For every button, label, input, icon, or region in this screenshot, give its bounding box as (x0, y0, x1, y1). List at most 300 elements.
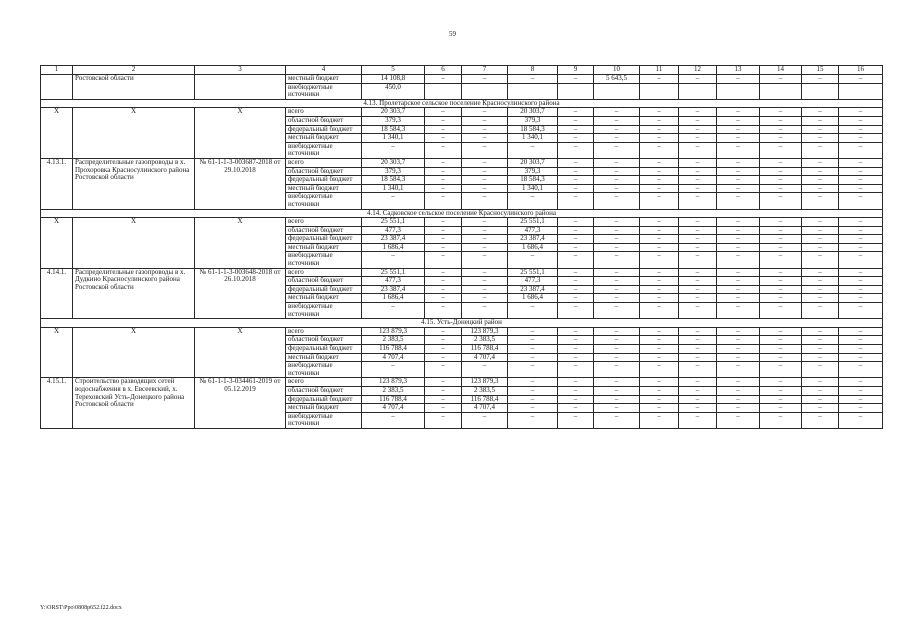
amount-cell: – (594, 294, 640, 303)
amount-cell: – (462, 75, 508, 84)
object-name-cell: Ростовской области (73, 75, 195, 100)
amount-cell: – (640, 176, 679, 185)
amount-cell: – (839, 285, 883, 294)
amount-cell: – (717, 134, 760, 143)
amount-cell: – (558, 412, 594, 428)
column-number-cell: 9 (558, 66, 594, 75)
amount-cell: – (760, 303, 802, 319)
amount-cell: – (802, 386, 839, 395)
amount-cell: 1 686,4 (362, 294, 425, 303)
amount-cell: 379,3 (508, 167, 558, 176)
table-row (41, 327, 883, 336)
amount-cell: – (594, 336, 640, 345)
amount-cell: – (462, 125, 508, 134)
amount-cell: – (839, 412, 883, 428)
amount-cell: 123 879,3 (462, 378, 508, 387)
amount-cell: – (362, 362, 425, 378)
amount-cell: – (462, 294, 508, 303)
amount-cell: 25 551,1 (362, 218, 425, 227)
row-number-cell: Х (41, 108, 73, 159)
funding-source-label: федеральный бюджет (286, 345, 362, 354)
amount-cell: – (839, 193, 883, 209)
amount-cell: – (425, 386, 462, 395)
section-title: 4.14. Садковское сельское поселение Красносулинского района (41, 209, 883, 218)
amount-cell: – (717, 235, 760, 244)
amount-cell: – (802, 412, 839, 428)
amount-cell: – (679, 108, 717, 117)
amount-cell: – (462, 108, 508, 117)
amount-cell: – (640, 353, 679, 362)
column-number-cell: 3 (195, 66, 286, 75)
amount-cell: – (594, 116, 640, 125)
amount-cell: – (679, 193, 717, 209)
amount-cell: – (640, 412, 679, 428)
amount-cell: – (462, 235, 508, 244)
amount-cell: – (508, 252, 558, 268)
amount-cell: – (760, 386, 802, 395)
amount-cell: – (839, 395, 883, 404)
amount-cell: – (558, 285, 594, 294)
amount-cell: – (558, 378, 594, 387)
amount-cell: – (679, 252, 717, 268)
amount-cell: – (462, 167, 508, 176)
amount-cell: – (594, 108, 640, 117)
amount-cell: – (839, 176, 883, 185)
amount-cell: – (640, 268, 679, 277)
amount-cell: – (362, 142, 425, 158)
row-number-cell: 4.14.1. (41, 268, 73, 319)
amount-cell: – (508, 193, 558, 209)
amount-cell: – (594, 176, 640, 185)
amount-cell: 116 788,4 (362, 395, 425, 404)
amount-cell (462, 83, 508, 99)
amount-cell: – (802, 285, 839, 294)
amount-cell: – (760, 75, 802, 84)
amount-cell: 450,0 (362, 83, 425, 99)
amount-cell (425, 83, 462, 99)
amount-cell: – (802, 235, 839, 244)
amount-cell: 20 303,7 (508, 108, 558, 117)
amount-cell: – (362, 303, 425, 319)
amount-cell: – (594, 226, 640, 235)
amount-cell: – (802, 268, 839, 277)
amount-cell: 379,3 (362, 116, 425, 125)
amount-cell: – (717, 345, 760, 354)
amount-cell: – (508, 327, 558, 336)
amount-cell: – (760, 404, 802, 413)
amount-cell: – (508, 345, 558, 354)
amount-cell: – (760, 243, 802, 252)
section-heading-row (41, 209, 883, 218)
amount-cell: – (679, 167, 717, 176)
amount-cell: – (558, 345, 594, 354)
column-number-cell: 4 (286, 66, 362, 75)
column-number-cell: 6 (425, 66, 462, 75)
amount-cell: – (558, 142, 594, 158)
amount-cell: 123 879,3 (462, 327, 508, 336)
amount-cell: – (425, 235, 462, 244)
expertise-cell: № 61-1-1-3-003687-2018 от 29.10.2018 (195, 158, 286, 209)
amount-cell: 1 340,1 (508, 134, 558, 143)
amount-cell: – (760, 226, 802, 235)
expertise-cell: № 61-1-1-3-003648-2018 от 26.10.2018 (195, 268, 286, 319)
amount-cell: 18 584,3 (508, 176, 558, 185)
amount-cell: – (558, 125, 594, 134)
amount-cell: – (802, 243, 839, 252)
amount-cell: – (425, 285, 462, 294)
funding-source-label: федеральный бюджет (286, 176, 362, 185)
amount-cell: – (679, 378, 717, 387)
table-row (41, 378, 883, 387)
amount-cell: – (760, 294, 802, 303)
amount-cell: – (679, 353, 717, 362)
amount-cell: – (679, 226, 717, 235)
amount-cell: – (362, 193, 425, 209)
amount-cell: – (640, 218, 679, 227)
row-number-cell: Х (41, 327, 73, 378)
amount-cell: – (802, 108, 839, 117)
amount-cell: – (425, 218, 462, 227)
amount-cell: – (558, 386, 594, 395)
amount-cell: – (462, 134, 508, 143)
amount-cell: – (802, 218, 839, 227)
expertise-cell: Х (195, 218, 286, 269)
amount-cell: 477,3 (508, 277, 558, 286)
funding-source-label: внебюджетные источники (286, 362, 362, 378)
section-heading-row (41, 319, 883, 328)
amount-cell: – (558, 218, 594, 227)
amount-cell: – (717, 142, 760, 158)
amount-cell: – (717, 294, 760, 303)
amount-cell: – (462, 252, 508, 268)
funding-source-label: местный бюджет (286, 243, 362, 252)
column-number-cell: 14 (760, 66, 802, 75)
amount-cell: – (839, 252, 883, 268)
amount-cell: – (679, 336, 717, 345)
amount-cell: – (839, 336, 883, 345)
amount-cell (640, 83, 679, 99)
amount-cell: – (640, 303, 679, 319)
row-number-cell: Х (41, 218, 73, 269)
amount-cell: – (802, 134, 839, 143)
amount-cell: – (802, 327, 839, 336)
amount-cell: – (760, 116, 802, 125)
amount-cell: – (594, 142, 640, 158)
amount-cell: – (640, 193, 679, 209)
amount-cell: – (594, 303, 640, 319)
amount-cell: – (802, 353, 839, 362)
amount-cell: – (839, 345, 883, 354)
amount-cell: – (839, 243, 883, 252)
funding-source-label: всего (286, 108, 362, 117)
amount-cell: – (594, 167, 640, 176)
amount-cell: – (425, 412, 462, 428)
amount-cell: – (640, 226, 679, 235)
table-body (41, 66, 883, 429)
funding-source-label: местный бюджет (286, 184, 362, 193)
amount-cell: – (425, 116, 462, 125)
amount-cell (508, 83, 558, 99)
amount-cell: – (679, 218, 717, 227)
amount-cell: – (425, 336, 462, 345)
amount-cell: – (508, 412, 558, 428)
amount-cell: – (425, 243, 462, 252)
amount-cell: 379,3 (362, 167, 425, 176)
amount-cell: – (760, 362, 802, 378)
amount-cell: 1 340,1 (362, 134, 425, 143)
amount-cell: – (760, 412, 802, 428)
amount-cell: – (839, 353, 883, 362)
amount-cell: 25 551,1 (508, 218, 558, 227)
amount-cell: – (717, 277, 760, 286)
amount-cell: – (802, 303, 839, 319)
amount-cell: – (462, 142, 508, 158)
amount-cell: 18 584,3 (508, 125, 558, 134)
column-number-cell: 2 (73, 66, 195, 75)
amount-cell: – (508, 303, 558, 319)
amount-cell: – (679, 303, 717, 319)
object-name-cell: Строительство разводящих сетей водоснабжения в х. Евсеевский, х. Тереховский Усть-Донецкого района Ростовской области (73, 378, 195, 429)
funding-source-label: всего (286, 327, 362, 336)
amount-cell: – (802, 378, 839, 387)
amount-cell: – (760, 218, 802, 227)
amount-cell: – (679, 184, 717, 193)
amount-cell: – (425, 378, 462, 387)
amount-cell: 4 707,4 (462, 353, 508, 362)
amount-cell: 2 383,5 (362, 386, 425, 395)
amount-cell: 20 303,7 (508, 158, 558, 167)
amount-cell: – (640, 378, 679, 387)
amount-cell: – (425, 167, 462, 176)
funding-source-label: областной бюджет (286, 226, 362, 235)
amount-cell: – (717, 395, 760, 404)
funding-source-label: федеральный бюджет (286, 285, 362, 294)
amount-cell: – (839, 218, 883, 227)
amount-cell: – (839, 108, 883, 117)
amount-cell: 2 383,5 (462, 336, 508, 345)
amount-cell: – (640, 108, 679, 117)
amount-cell: – (717, 116, 760, 125)
object-name-cell: Х (73, 327, 195, 378)
funding-source-label: местный бюджет (286, 134, 362, 143)
amount-cell: – (508, 386, 558, 395)
amount-cell: – (679, 294, 717, 303)
amount-cell: – (717, 412, 760, 428)
amount-cell: – (640, 362, 679, 378)
amount-cell: – (640, 142, 679, 158)
funding-source-label: всего (286, 268, 362, 277)
amount-cell: – (425, 252, 462, 268)
amount-cell: – (594, 235, 640, 244)
section-title: 4.13. Пролетарское сельское поселение Красносулинского района (41, 99, 883, 108)
amount-cell: – (425, 327, 462, 336)
amount-cell: – (462, 243, 508, 252)
amount-cell: – (679, 158, 717, 167)
amount-cell: – (594, 412, 640, 428)
amount-cell: – (717, 362, 760, 378)
expertise-cell (195, 75, 286, 100)
amount-cell: – (839, 134, 883, 143)
amount-cell: – (717, 353, 760, 362)
amount-cell: – (839, 226, 883, 235)
amount-cell: – (640, 243, 679, 252)
amount-cell: – (462, 268, 508, 277)
funding-source-label: областной бюджет (286, 277, 362, 286)
amount-cell: 23 387,4 (508, 235, 558, 244)
page-number: 59 (449, 30, 456, 38)
amount-cell: – (760, 235, 802, 244)
amount-cell: – (640, 386, 679, 395)
amount-cell: – (717, 218, 760, 227)
amount-cell: – (679, 116, 717, 125)
amount-cell: – (508, 395, 558, 404)
amount-cell: – (558, 252, 594, 268)
amount-cell: – (594, 218, 640, 227)
amount-cell: – (508, 404, 558, 413)
object-name-cell: Распределительные газопроводы в х. Дудкино Красносулинского района Ростовской области (73, 268, 195, 319)
amount-cell: – (425, 184, 462, 193)
amount-cell: – (462, 116, 508, 125)
funding-source-label: областной бюджет (286, 167, 362, 176)
amount-cell: – (640, 336, 679, 345)
amount-cell: – (679, 125, 717, 134)
amount-cell: 116 788,4 (362, 345, 425, 354)
amount-cell: – (594, 395, 640, 404)
amount-cell: – (802, 345, 839, 354)
amount-cell: – (640, 404, 679, 413)
amount-cell: – (679, 345, 717, 354)
amount-cell: – (640, 235, 679, 244)
expertise-cell: № 61-1-1-3-034461-2019 от 05.12.2019 (195, 378, 286, 429)
amount-cell: – (425, 134, 462, 143)
amount-cell: – (594, 404, 640, 413)
object-name-cell: Х (73, 108, 195, 159)
amount-cell: – (558, 134, 594, 143)
amount-cell: – (760, 336, 802, 345)
amount-cell: – (425, 268, 462, 277)
amount-cell: 25 551,1 (508, 268, 558, 277)
amount-cell: – (362, 412, 425, 428)
amount-cell: – (839, 303, 883, 319)
amount-cell: – (760, 395, 802, 404)
amount-cell: – (558, 184, 594, 193)
funding-source-label: внебюджетные источники (286, 303, 362, 319)
amount-cell: – (594, 125, 640, 134)
amount-cell: – (594, 184, 640, 193)
amount-cell: – (558, 336, 594, 345)
amount-cell: – (802, 116, 839, 125)
expertise-cell: Х (195, 327, 286, 378)
amount-cell: – (558, 176, 594, 185)
amount-cell: – (760, 345, 802, 354)
amount-cell: – (425, 125, 462, 134)
amount-cell: – (760, 108, 802, 117)
funding-source-label: всего (286, 378, 362, 387)
amount-cell: – (839, 142, 883, 158)
column-number-cell: 5 (362, 66, 425, 75)
amount-cell: – (802, 252, 839, 268)
amount-cell: – (558, 294, 594, 303)
funding-source-label: местный бюджет (286, 353, 362, 362)
amount-cell: – (802, 277, 839, 286)
amount-cell: – (717, 184, 760, 193)
amount-cell: – (802, 176, 839, 185)
amount-cell: 5 643,5 (594, 75, 640, 84)
amount-cell: – (425, 158, 462, 167)
amount-cell: – (558, 226, 594, 235)
amount-cell: – (760, 158, 802, 167)
amount-cell: – (717, 404, 760, 413)
amount-cell: – (839, 125, 883, 134)
amount-cell (839, 83, 883, 99)
funding-source-label: федеральный бюджет (286, 235, 362, 244)
amount-cell: – (679, 176, 717, 185)
amount-cell: 23 387,4 (508, 285, 558, 294)
amount-cell: – (558, 116, 594, 125)
amount-cell: – (425, 404, 462, 413)
column-number-row (41, 66, 883, 75)
amount-cell: 4 707,4 (362, 353, 425, 362)
amount-cell: – (717, 327, 760, 336)
column-number-cell: 7 (462, 66, 508, 75)
amount-cell (802, 83, 839, 99)
amount-cell: – (679, 395, 717, 404)
amount-cell: – (679, 362, 717, 378)
amount-cell: – (717, 108, 760, 117)
funding-source-label: внебюджетные источники (286, 252, 362, 268)
amount-cell: – (717, 75, 760, 84)
amount-cell: – (640, 345, 679, 354)
amount-cell: – (760, 193, 802, 209)
table-row (41, 268, 883, 277)
amount-cell: – (425, 345, 462, 354)
amount-cell: – (425, 277, 462, 286)
amount-cell: – (717, 378, 760, 387)
amount-cell: – (760, 327, 802, 336)
table-row (41, 108, 883, 117)
amount-cell: 116 788,4 (462, 395, 508, 404)
amount-cell: 23 387,4 (362, 285, 425, 294)
amount-cell: – (594, 285, 640, 294)
amount-cell: – (802, 294, 839, 303)
funding-source-label: внебюджетные источники (286, 142, 362, 158)
amount-cell: – (717, 167, 760, 176)
object-name-cell: Х (73, 218, 195, 269)
table-row (41, 158, 883, 167)
amount-cell: – (679, 327, 717, 336)
amount-cell: – (640, 277, 679, 286)
amount-cell: – (802, 193, 839, 209)
amount-cell: – (508, 353, 558, 362)
amount-cell: – (640, 395, 679, 404)
amount-cell: 477,3 (508, 226, 558, 235)
amount-cell: – (425, 176, 462, 185)
amount-cell: – (425, 362, 462, 378)
amount-cell: – (640, 327, 679, 336)
amount-cell: – (679, 142, 717, 158)
funding-source-label: всего (286, 218, 362, 227)
amount-cell: – (425, 108, 462, 117)
amount-cell: – (679, 277, 717, 286)
table-row (41, 75, 883, 84)
amount-cell: – (717, 158, 760, 167)
amount-cell: – (462, 412, 508, 428)
amount-cell: – (425, 142, 462, 158)
amount-cell: 18 584,3 (362, 176, 425, 185)
amount-cell: 477,3 (362, 226, 425, 235)
amount-cell (558, 83, 594, 99)
amount-cell: – (558, 404, 594, 413)
